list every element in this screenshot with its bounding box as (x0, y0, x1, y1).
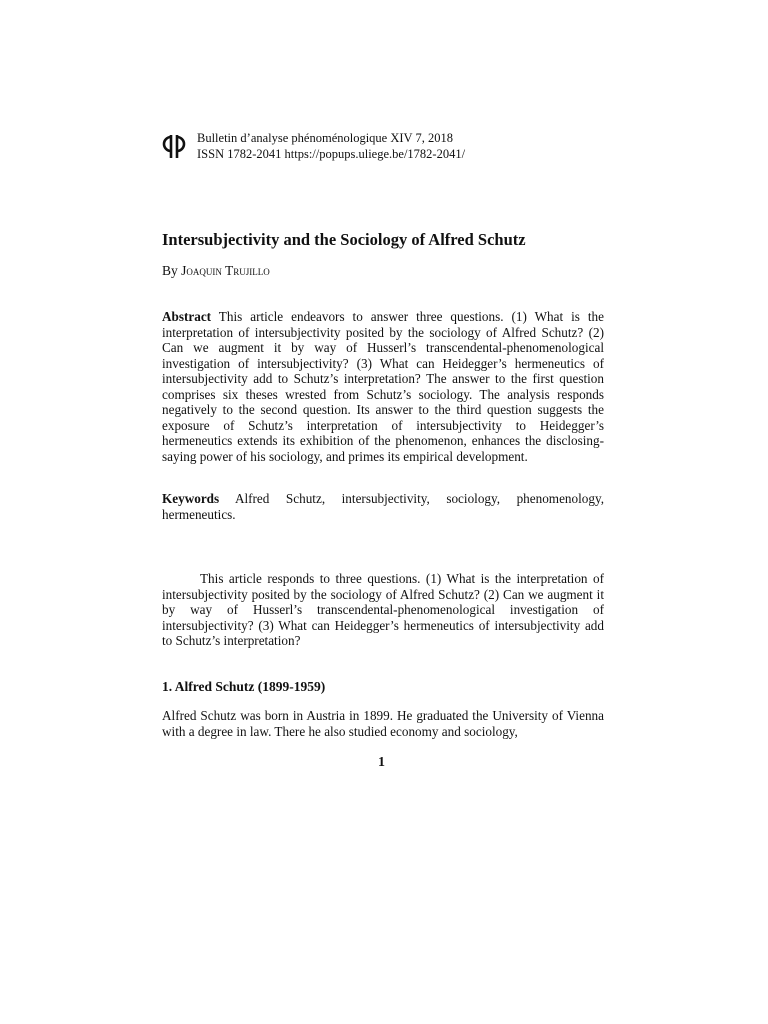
section-heading: 1. Alfred Schutz (1899-1959) (162, 679, 326, 694)
article-title: Intersubjectivity and the Sociology of Alfred Schutz (162, 230, 526, 249)
abstract-text: This article endeavors to answer three questions. (1) What is the interpretation of intersubjectivity posited by the sociology of Alfred Schutz? (2) Can we augment it by way of Husserl’s transcendental-phenomenological investigation of intersubjectivity? (3) What can Heidegger’s hermeneutics of intersubjectivity add to Schutz’s interpretation? The answer to the first question comprises six theses wrested from Schutz’s sociology. The analysis responds negatively to the second question. Its answer to the third question suggests the exposure of Schutz’s interpretation of intersubjectivity to Heidegger’s hermeneutics extends its exhibition of the phenomenon, enhances the disclosing-saying power of his sociology, and primes its empirical development. (162, 309, 604, 464)
keywords-paragraph (162, 491, 604, 522)
abstract-label: Abstract (162, 309, 212, 324)
journal-info (197, 130, 465, 162)
page-number: 1 (378, 755, 385, 770)
author-byline (162, 263, 270, 279)
author-name: Joaquin Trujillo (181, 263, 270, 278)
issn-line: ISSN 1782-2041 https://popups.uliege.be/1782-2041/ (197, 147, 466, 161)
journal-name: Bulletin d’analyse phénoménologique XIV 7, 2018 (197, 131, 453, 145)
keywords-text: Alfred Schutz, intersubjectivity, sociology, phenomenology, hermeneutics. (162, 491, 604, 522)
by-label: By (162, 263, 178, 278)
keywords-label: Keywords (162, 491, 220, 506)
intro-paragraph: This article responds to three questions. (1) What is the interpretation of intersubjectivity posited by the sociology of Alfred Schutz? (2) Can we augment it by way of Husserl’s transcendental-phenomenological investigation of intersubjectivity? (3) What can Heidegger’s hermeneutics of intersubjectivity add to Schutz’s interpretation? (162, 571, 604, 648)
journal-logo-icon (162, 133, 188, 159)
section-body-paragraph: Alfred Schutz was born in Austria in 1899. He graduated the University of Vienna with a degree in law. There he also studied economy and sociology, (162, 708, 604, 739)
abstract-paragraph (162, 309, 604, 464)
